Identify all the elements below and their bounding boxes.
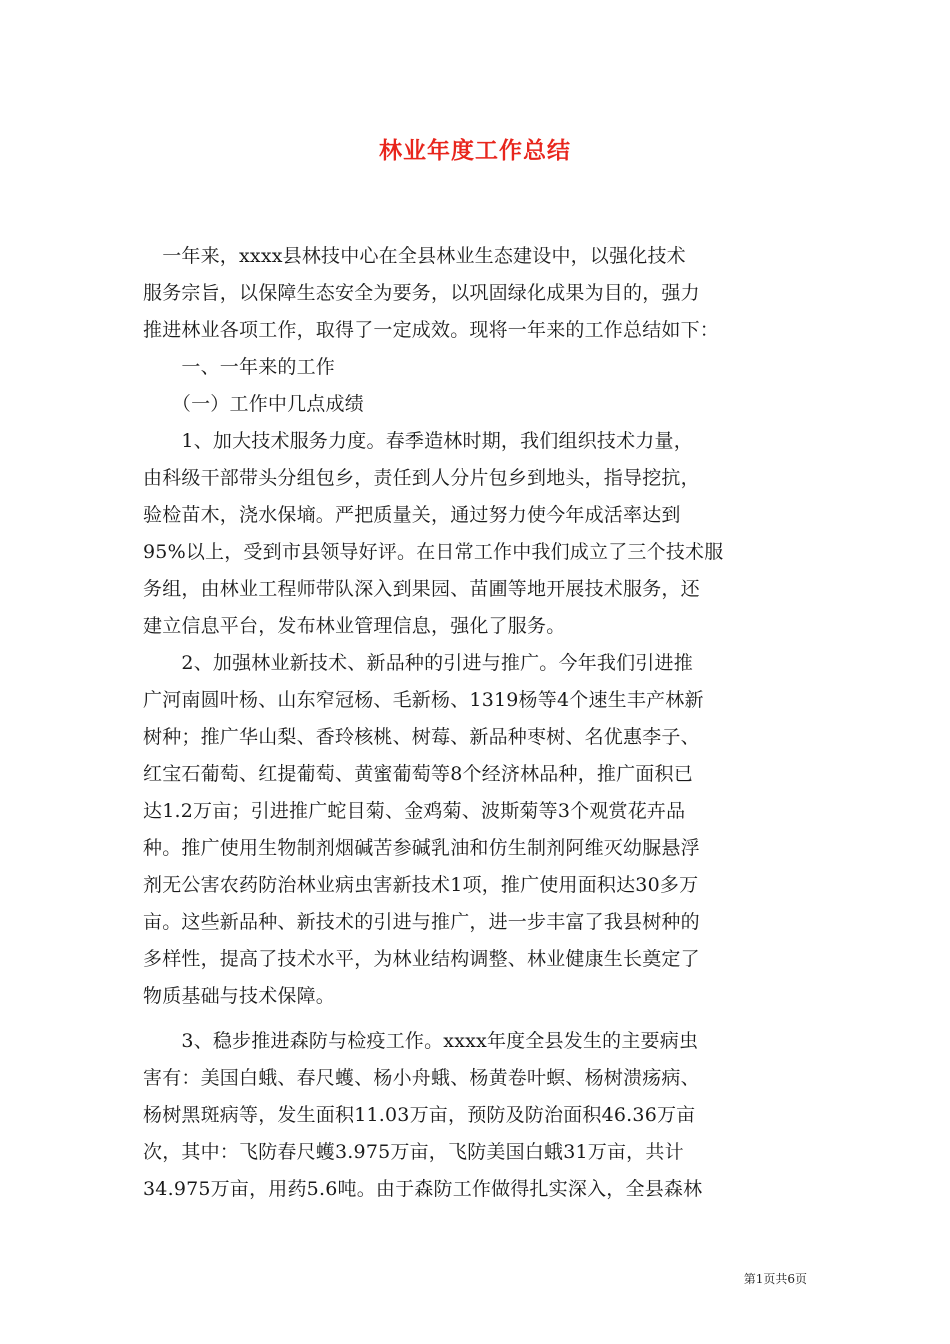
text-line: 验检苗木，浇水保墒。严把质量关，通过努力使今年成活率达到 [143,504,681,526]
subsection-heading: （一）工作中几点成绩 [143,393,364,415]
text-line: 达1.2万亩；引进推广蛇目菊、金鸡菊、波斯菊等3个观赏花卉品 [143,800,686,822]
text-line: 由科级干部带头分组包乡，责任到人分片包乡到地头，指导挖抗， [143,467,700,489]
text-line: 红宝石葡萄、红提葡萄、黄蜜葡萄等8个经济林品种，推广面积已 [143,763,693,785]
text-line: 2、加强林业新技术、新品种的引进与推广。今年我们引进推 [143,652,693,674]
text-line: 次，其中：飞防春尺蠖3.975万亩，飞防美国白蛾31万亩，共计 [143,1141,684,1163]
text-line: 34.975万亩，用药5.6吨。由于森防工作做得扎实深入，全县森林 [143,1178,703,1200]
text-line: 剂无公害农药防治林业病虫害新技术1项，推广使用面积达30多万 [143,874,699,896]
text-line: 广河南圆叶杨、山东窄冠杨、毛新杨、1319杨等4个速生丰产林新 [143,689,704,711]
text-line: 树种；推广华山梨、香玲核桃、树莓、新品种枣树、名优惠李子、 [143,726,700,748]
text-line: 多样性，提高了技术水平，为林业结构调整、林业健康生长奠定了 [143,948,700,970]
text-line: 物质基础与技术保障。 [143,985,336,1007]
text-line: 1、加大技术服务力度。春季造林时期，我们组织技术力量， [143,430,693,452]
text-line: 建立信息平台，发布林业管理信息，强化了服务。 [143,615,566,637]
text-line: 务组，由林业工程师带队深入到果园、苗圃等地开展技术服务，还 [143,578,700,600]
text-line: 亩。这些新品种、新技术的引进与推广，进一步丰富了我县树种的 [143,911,700,933]
document-title: 林业年度工作总结 [379,137,571,164]
text-line: 3、稳步推进森防与检疫工作。xxxx年度全县发生的主要病虫 [143,1030,699,1052]
section-heading: 一、一年来的工作 [143,356,336,378]
text-line: 95%以上，受到市县领导好评。在日常工作中我们成立了三个技术服 [143,541,724,563]
text-line: 推进林业各项工作，取得了一定成效。现将一年来的工作总结如下： [143,319,720,341]
text-line: 一年来，xxxx县林技中心在全县林业生态建设中，以强化技术 [143,245,686,267]
text-line: 种。推广使用生物制剂烟碱苦参碱乳油和仿生制剂阿维灭幼脲悬浮 [143,837,700,859]
document-body [143,238,807,1208]
text-line: 杨树黑斑病等，发生面积11.03万亩，预防及防治面积46.36万亩 [143,1104,696,1126]
text-line: 害有：美国白蛾、春尺蠖、杨小舟蛾、杨黄卷叶螟、杨树溃疡病、 [143,1067,700,1089]
text-line: 服务宗旨，以保障生态安全为要务，以巩固绿化成果为目的，强力 [143,282,700,304]
page-number: 第1页共6页 [743,1272,807,1286]
